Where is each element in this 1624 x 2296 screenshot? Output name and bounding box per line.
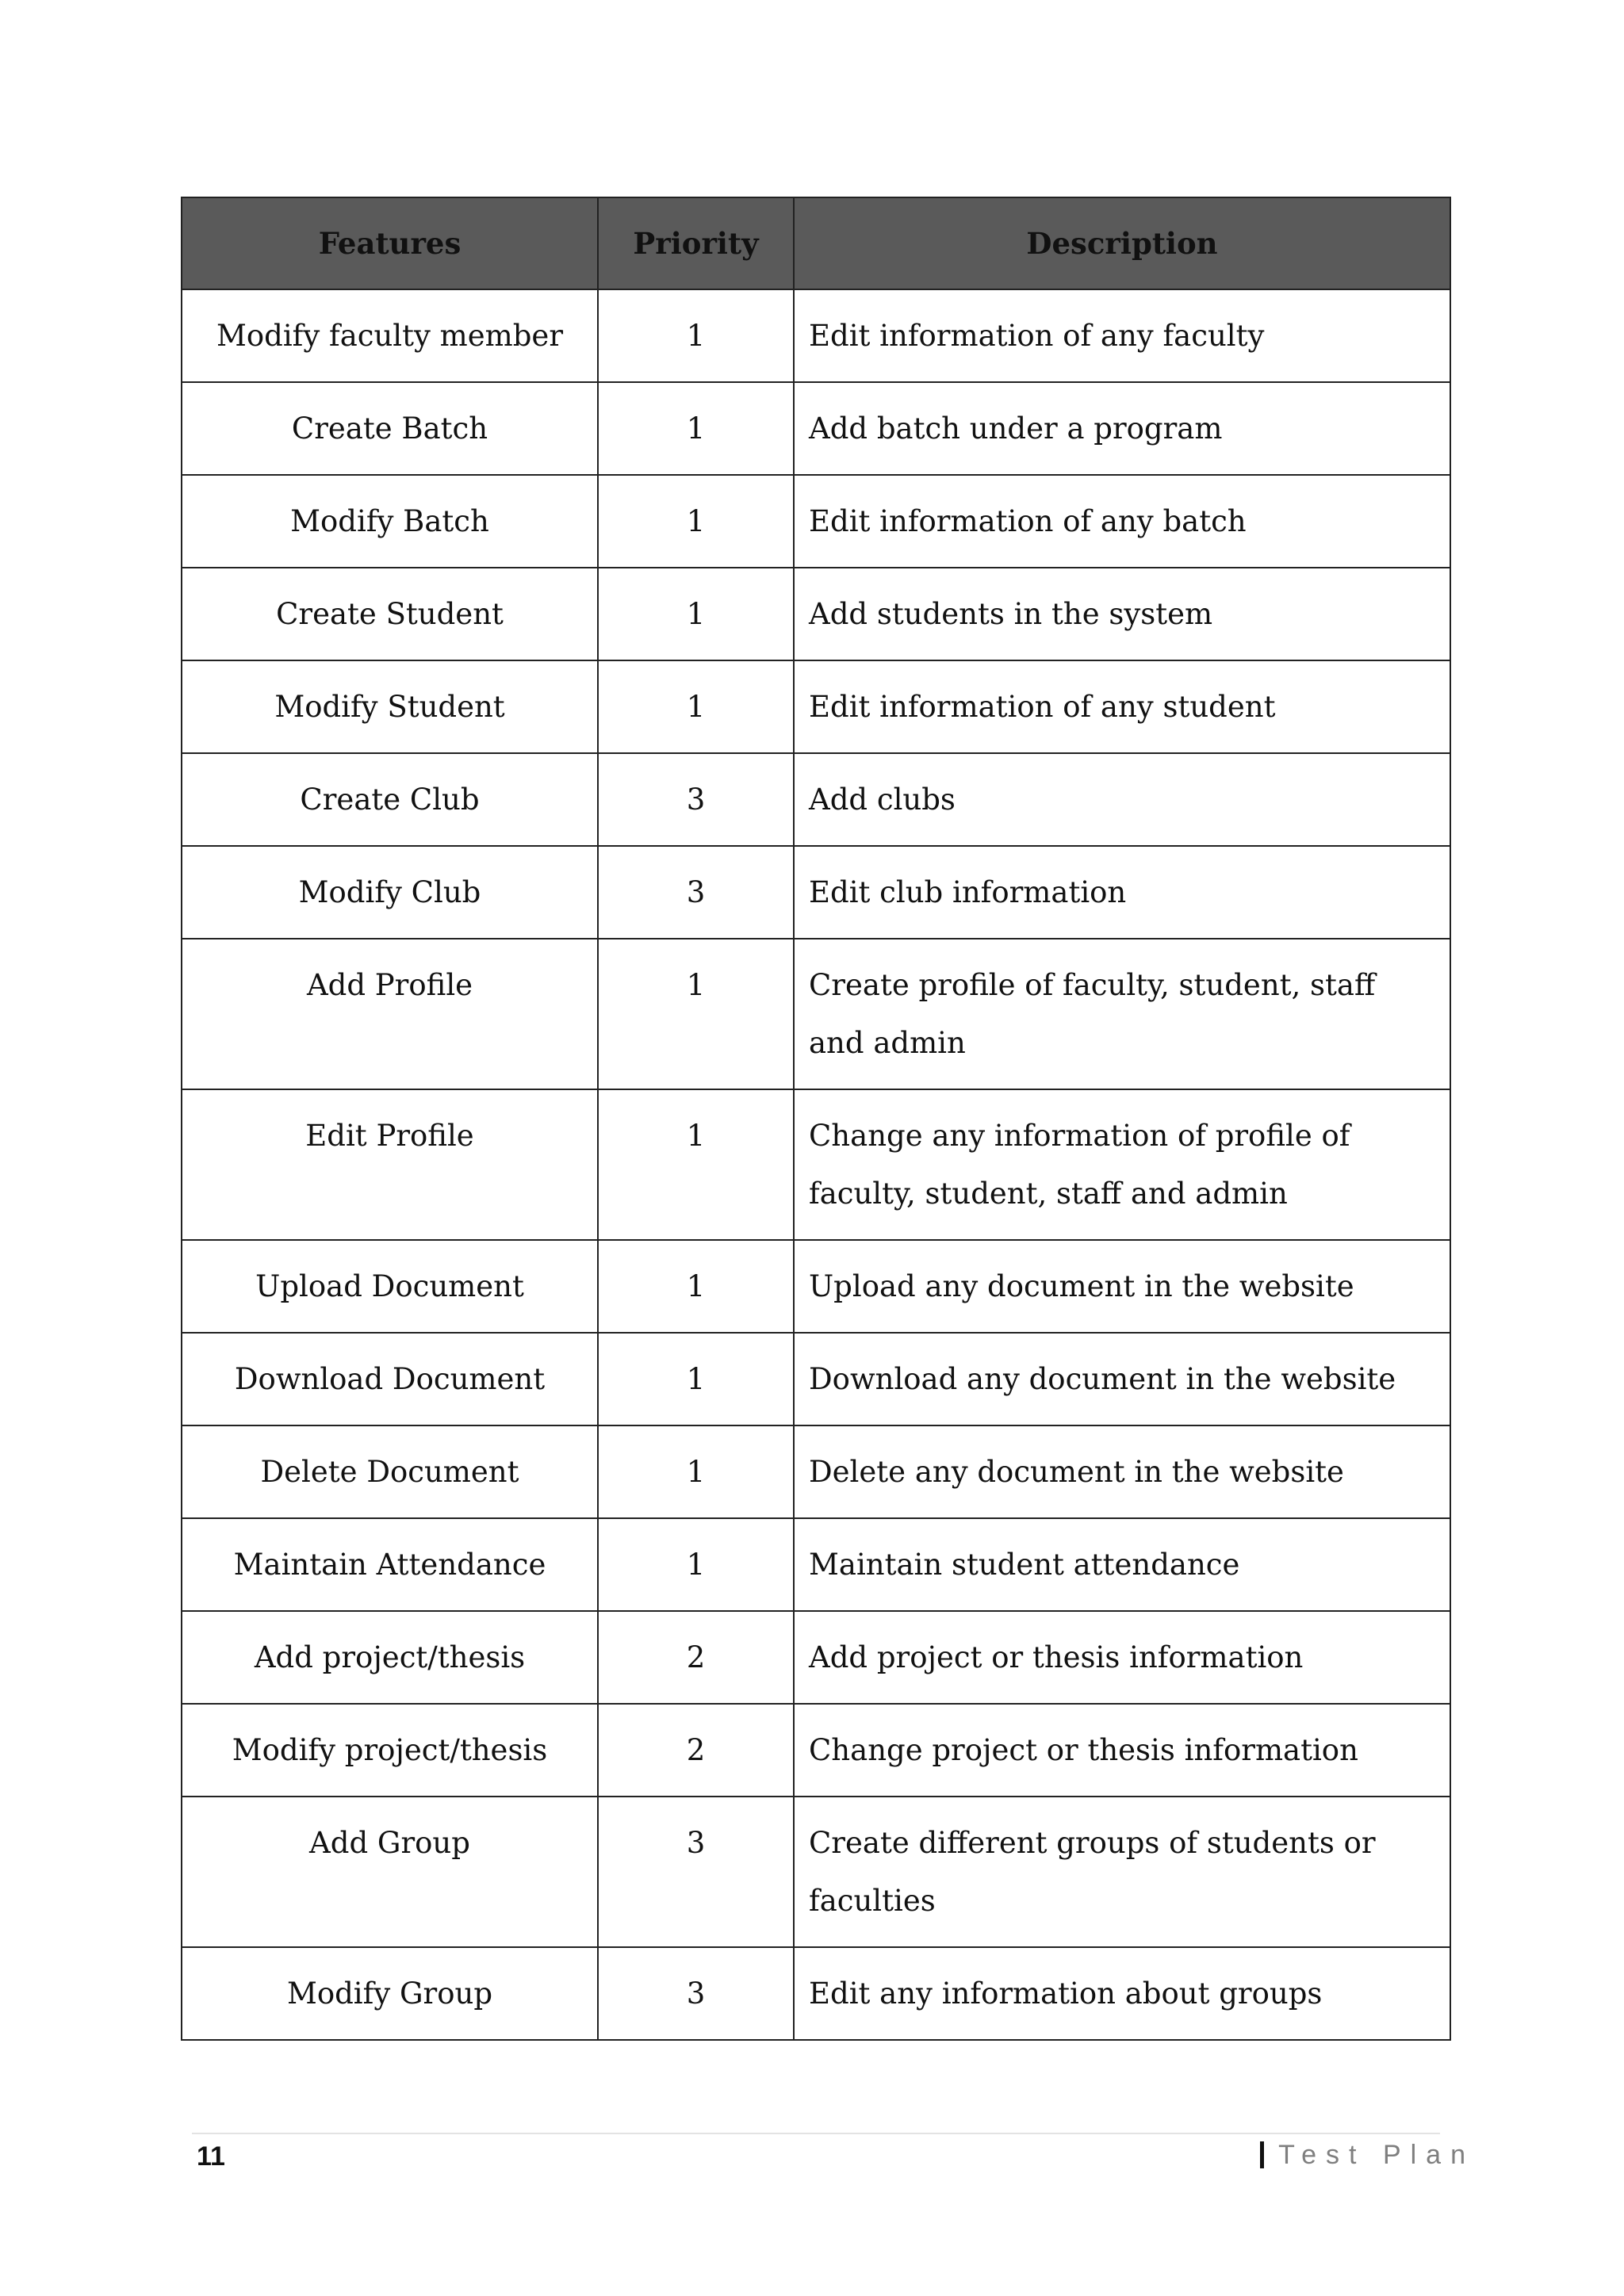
feature-cell: Modify Group bbox=[182, 1947, 598, 2040]
table-row bbox=[182, 382, 1450, 475]
features-table bbox=[181, 197, 1451, 2041]
feature-cell: Modify project/thesis bbox=[182, 1704, 598, 1797]
priority-cell: 3 bbox=[598, 1947, 794, 2040]
description-cell: Maintain student attendance bbox=[794, 1518, 1450, 1611]
description-cell: Create profile of faculty, student, staff and admin bbox=[794, 939, 1450, 1089]
description-cell: Edit information of any batch bbox=[794, 475, 1450, 568]
description-cell: Edit club information bbox=[794, 846, 1450, 939]
table-row bbox=[182, 1089, 1450, 1240]
table-row bbox=[182, 289, 1450, 382]
priority-cell: 2 bbox=[598, 1611, 794, 1704]
table-row bbox=[182, 1240, 1450, 1333]
description-cell: Add clubs bbox=[794, 753, 1450, 846]
table-row bbox=[182, 1518, 1450, 1611]
priority-cell: 1 bbox=[598, 939, 794, 1089]
priority-cell: 1 bbox=[598, 475, 794, 568]
feature-cell: Create Club bbox=[182, 753, 598, 846]
priority-cell: 1 bbox=[598, 1333, 794, 1425]
description-cell: Edit any information about groups bbox=[794, 1947, 1450, 2040]
description-cell: Change any information of profile of faculty, student, staff and admin bbox=[794, 1089, 1450, 1240]
description-column-header: Description bbox=[794, 197, 1450, 289]
table-row bbox=[182, 1947, 1450, 2040]
table-row bbox=[182, 568, 1450, 660]
description-cell: Edit information of any student bbox=[794, 660, 1450, 753]
description-cell: Add batch under a program bbox=[794, 382, 1450, 475]
feature-cell: Maintain Attendance bbox=[182, 1518, 598, 1611]
feature-cell: Edit Profile bbox=[182, 1089, 598, 1240]
feature-cell: Add Profile bbox=[182, 939, 598, 1089]
description-cell: Add students in the system bbox=[794, 568, 1450, 660]
feature-cell: Add Group bbox=[182, 1797, 598, 1947]
page-number: 11 bbox=[197, 2141, 225, 2172]
feature-cell: Upload Document bbox=[182, 1240, 598, 1333]
table-row bbox=[182, 1797, 1450, 1947]
table-row bbox=[182, 846, 1450, 939]
priority-cell: 1 bbox=[598, 1089, 794, 1240]
description-cell: Download any document in the website bbox=[794, 1333, 1450, 1425]
description-cell: Upload any document in the website bbox=[794, 1240, 1450, 1333]
priority-cell: 1 bbox=[598, 1425, 794, 1518]
priority-cell: 3 bbox=[598, 846, 794, 939]
table-row bbox=[182, 1611, 1450, 1704]
table-row bbox=[182, 1333, 1450, 1425]
priority-cell: 1 bbox=[598, 289, 794, 382]
feature-cell: Add project/thesis bbox=[182, 1611, 598, 1704]
priority-cell: 2 bbox=[598, 1704, 794, 1797]
description-cell: Delete any document in the website bbox=[794, 1425, 1450, 1518]
description-cell: Create different groups of students or faculties bbox=[794, 1797, 1450, 1947]
table-row bbox=[182, 1425, 1450, 1518]
description-cell: Change project or thesis information bbox=[794, 1704, 1450, 1797]
features-column-header: Features bbox=[182, 197, 598, 289]
feature-cell: Modify Batch bbox=[182, 475, 598, 568]
table-header-row bbox=[182, 197, 1450, 289]
description-cell: Edit information of any faculty bbox=[794, 289, 1450, 382]
table-body bbox=[182, 289, 1450, 2040]
priority-cell: 1 bbox=[598, 568, 794, 660]
table-row bbox=[182, 753, 1450, 846]
feature-cell: Create Student bbox=[182, 568, 598, 660]
priority-cell: 1 bbox=[598, 660, 794, 753]
footer-document-label bbox=[1260, 2137, 1475, 2172]
table-row bbox=[182, 660, 1450, 753]
description-cell: Add project or thesis information bbox=[794, 1611, 1450, 1704]
priority-cell: 1 bbox=[598, 382, 794, 475]
priority-cell: 3 bbox=[598, 753, 794, 846]
feature-cell: Modify Club bbox=[182, 846, 598, 939]
feature-cell: Delete Document bbox=[182, 1425, 598, 1518]
priority-column-header: Priority bbox=[598, 197, 794, 289]
footer-divider bbox=[192, 2133, 1440, 2134]
feature-cell: Modify faculty member bbox=[182, 289, 598, 382]
feature-cell: Modify Student bbox=[182, 660, 598, 753]
priority-cell: 1 bbox=[598, 1240, 794, 1333]
table-row bbox=[182, 475, 1450, 568]
table-row bbox=[182, 939, 1450, 1089]
footer-separator-bar bbox=[1260, 2141, 1264, 2168]
table-row bbox=[182, 1704, 1450, 1797]
priority-cell: 3 bbox=[598, 1797, 794, 1947]
footer-document-title: Test Plan bbox=[1278, 2140, 1475, 2170]
priority-cell: 1 bbox=[598, 1518, 794, 1611]
feature-cell: Create Batch bbox=[182, 382, 598, 475]
feature-cell: Download Document bbox=[182, 1333, 598, 1425]
